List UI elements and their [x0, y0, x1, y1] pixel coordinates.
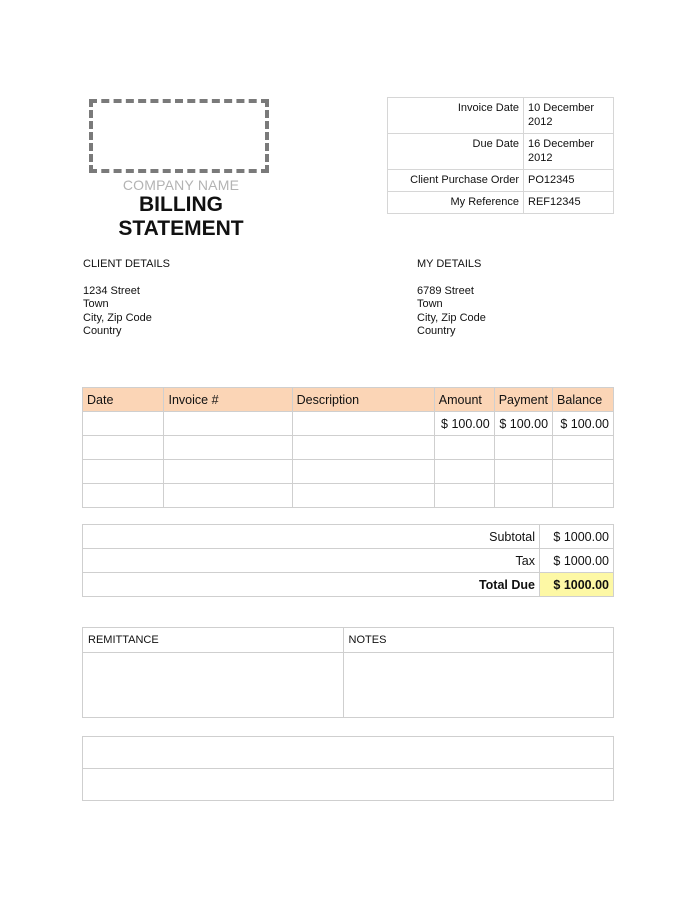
title-line-2: STATEMENT — [118, 217, 244, 240]
line-items-table — [82, 387, 614, 508]
col-header-invoice: Invoice # — [164, 388, 292, 412]
table-header-row — [83, 388, 614, 412]
invoice-meta-table — [387, 97, 614, 214]
cell-invoice — [164, 436, 292, 460]
cell-payment: $ 100.00 — [494, 412, 552, 436]
cell-amount — [434, 484, 494, 508]
cell-invoice — [164, 484, 292, 508]
remittance-heading: REMITTANCE — [83, 628, 344, 653]
cell-date — [83, 436, 164, 460]
blank-row — [83, 737, 614, 769]
cell-balance — [553, 460, 614, 484]
total-due-label: Total Due — [83, 573, 540, 597]
col-header-payment: Payment — [494, 388, 552, 412]
meta-value: PO12345 — [524, 170, 614, 192]
meta-row-purchase-order — [388, 170, 614, 192]
col-header-date: Date — [83, 388, 164, 412]
table-row — [83, 484, 614, 508]
cell-invoice — [164, 460, 292, 484]
remittance-area[interactable] — [83, 653, 344, 718]
footer-blank-table — [82, 736, 614, 801]
meta-value: 10 December 2012 — [524, 98, 614, 134]
subtotal-label: Subtotal — [83, 525, 540, 549]
col-header-balance: Balance — [553, 388, 614, 412]
total-due-value: $ 1000.00 — [540, 573, 614, 597]
cell-date — [83, 412, 164, 436]
cell-amount — [434, 436, 494, 460]
notes-heading: NOTES — [343, 628, 613, 653]
cell-balance — [553, 484, 614, 508]
cell-payment — [494, 484, 552, 508]
table-row — [83, 412, 614, 436]
cell-invoice — [164, 412, 292, 436]
remittance-notes-body — [83, 653, 614, 718]
my-line: Country — [417, 325, 456, 337]
meta-row-due-date — [388, 134, 614, 170]
cell-description — [292, 484, 434, 508]
blank-cell — [83, 737, 614, 769]
cell-description — [292, 412, 434, 436]
cell-balance: $ 100.00 — [553, 412, 614, 436]
col-header-amount: Amount — [434, 388, 494, 412]
page-title — [96, 193, 266, 241]
subtotal-row — [83, 525, 614, 549]
client-line: Country — [83, 325, 122, 337]
table-row — [83, 436, 614, 460]
my-line: 6789 Street — [417, 284, 474, 297]
cell-date — [83, 460, 164, 484]
meta-label: Client Purchase Order — [388, 170, 524, 192]
meta-value: 16 December 2012 — [524, 134, 614, 170]
notes-area[interactable] — [343, 653, 613, 718]
meta-value: REF12345 — [524, 192, 614, 214]
total-due-row — [83, 573, 614, 597]
client-line: 1234 Street — [83, 284, 140, 297]
meta-row-invoice-date — [388, 98, 614, 134]
cell-amount — [434, 460, 494, 484]
client-line: Town — [83, 298, 109, 310]
meta-label: Due Date — [388, 134, 524, 170]
my-details — [417, 258, 486, 339]
cell-balance — [553, 436, 614, 460]
remittance-notes-table — [82, 627, 614, 718]
tax-row — [83, 549, 614, 573]
col-header-description: Description — [292, 388, 434, 412]
my-details-heading: MY DETAILS — [417, 258, 482, 270]
totals-table — [82, 524, 614, 597]
cell-description — [292, 460, 434, 484]
table-row — [83, 460, 614, 484]
logo-placeholder — [89, 99, 269, 173]
client-details — [83, 258, 170, 339]
my-line: Town — [417, 298, 443, 310]
remittance-notes-header — [83, 628, 614, 653]
title-line-1: BILLING — [139, 193, 223, 216]
cell-payment — [494, 460, 552, 484]
tax-label: Tax — [83, 549, 540, 573]
tax-value: $ 1000.00 — [540, 549, 614, 573]
cell-amount: $ 100.00 — [434, 412, 494, 436]
client-details-heading: CLIENT DETAILS — [83, 258, 171, 270]
meta-label: My Reference — [388, 192, 524, 214]
client-line: City, Zip Code — [83, 311, 152, 324]
my-line: City, Zip Code — [417, 311, 486, 324]
company-name: COMPANY NAME — [122, 177, 240, 193]
meta-label: Invoice Date — [388, 98, 524, 134]
subtotal-value: $ 1000.00 — [540, 525, 614, 549]
cell-date — [83, 484, 164, 508]
meta-row-reference — [388, 192, 614, 214]
blank-row — [83, 769, 614, 801]
blank-cell — [83, 769, 614, 801]
cell-payment — [494, 436, 552, 460]
cell-description — [292, 436, 434, 460]
